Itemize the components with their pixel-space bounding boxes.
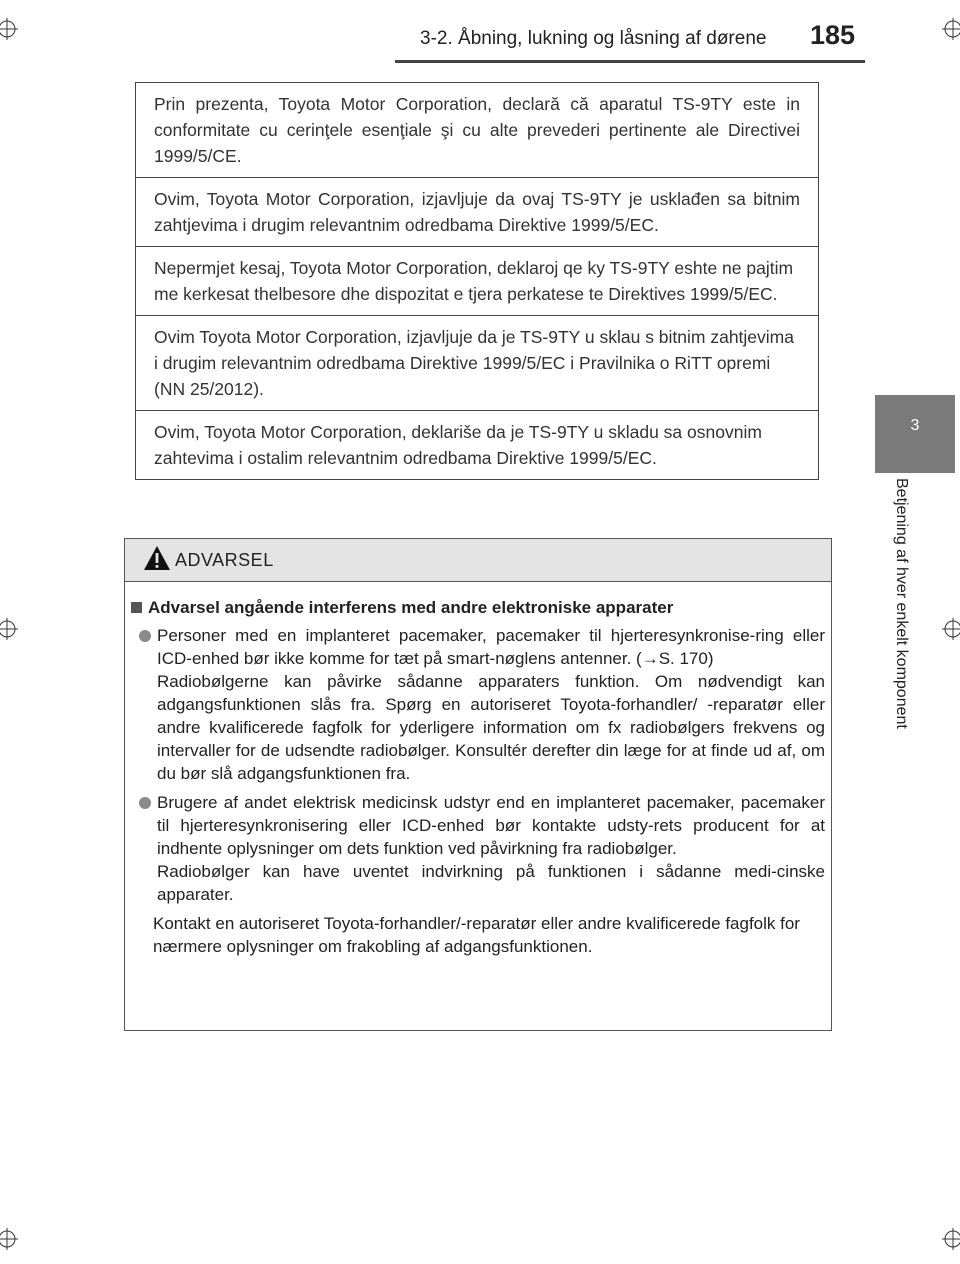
warning-heading [131,596,825,619]
bullet-paragraph: Radiobølger kan have uventet indvirkning på funktionen i sådanne medi-cinske apparater. [157,862,825,904]
page-number: 185 [810,20,856,50]
list-item [139,791,825,906]
circle-bullet-icon [139,797,151,809]
crop-mark-icon [0,18,18,40]
warning-label: ADVARSEL [175,550,274,570]
warning-heading-text: Advarsel angående interferens med andre elektroniske apparater [148,598,674,617]
crop-mark-icon [0,618,18,640]
warning-box [124,538,832,1031]
chapter-number: 3 [910,417,920,434]
warning-triangle-icon [143,544,171,577]
declaration-albanian: Nepermjet kesaj, Toyota Motor Corporation, deklaroj qe ky TS-9TY eshte ne pajtim me kerkesat thelbesore dhe dispozitat e tjera perkatese te Direktives 1999/5/EC. [136,246,818,315]
warning-closing-text: Kontakt en autoriseret Toyota-forhandler/-reparatør eller andre kvalificerede fagfolk for nærmere oplysninger om frakobling af adgangsfunktionen. [153,914,800,956]
declaration-croatian: Ovim Toyota Motor Corporation, izjavljuje da je TS-9TY u sklau s bitnim zahtjevima i drugim relevantnim odredbama Direktive 1999/5/EC i Pravilnika o RiTT opremi (NN 25/2012). [136,315,818,410]
circle-bullet-icon [139,630,151,642]
section-title: 3-2. Åbning, lukning og låsning af dørene [420,28,767,49]
chapter-tab [875,395,955,473]
declaration-romanian: Prin prezenta, Toyota Motor Corporation, declară că aparatul TS-9TY este in conformitate cu cerinţele esenţiale şi cu alte prevederi pertinente ale Directivei 1999/5/CE. [154,94,800,166]
warning-body [125,582,831,958]
crop-mark-icon [0,1228,18,1250]
list-item [139,624,825,785]
chapter-title: Betjening af hver enkelt komponent [893,478,910,729]
declaration-bosnian: Ovim, Toyota Motor Corporation, izjavljuje da ovaj TS-9TY je usklađen sa bitnim zahtjevima i drugim relevantnim odredbama Direktive 1999/5/EC. [136,177,818,246]
bullet-paragraph: Radiobølgerne kan påvirke sådanne apparaters funktion. Om nødvendigt kan adgangsfunktionen slås fra. Spørg en autoriseret Toyota-forhandler/ -reparatør eller andre kvalificerede fagfolk for yderligere information om fx radiobølgers frekvens og intervaller for de udsendte radiobølger. Konsultér derefter din læge for at finde ud af, om du bør slå adgangsfunktionen fra. [157,672,825,783]
bullet-paragraph: Brugere af andet elektrisk medicinsk udstyr end en implanteret pacemaker, pacemaker til hjerteresynkronisering eller ICD-enhed bør kontakte udsty-rets producent for at indhente oplysninger om dets funktion ved påvirkning fra radiobølger. [157,793,825,858]
header-divider [395,60,865,63]
bullet-paragraph: Personer med en implanteret pacemaker, pacemaker til hjerteresynkronise-ring eller ICD-enhed bør ikke komme for tæt på smart-nøglens antenner. (→S. 170) [157,626,825,668]
square-bullet-icon [131,602,142,613]
declarations-table [135,82,819,480]
crop-mark-icon [942,1228,960,1250]
declaration-serbian: Ovim, Toyota Motor Corporation, deklariše da je TS-9TY u skladu sa osnovnim zahtevima i ostalim relevantnim odredbama Direktive 1999/5/EC. [136,410,818,479]
warning-header [125,539,831,582]
crop-mark-icon [942,18,960,40]
crop-mark-icon [942,618,960,640]
